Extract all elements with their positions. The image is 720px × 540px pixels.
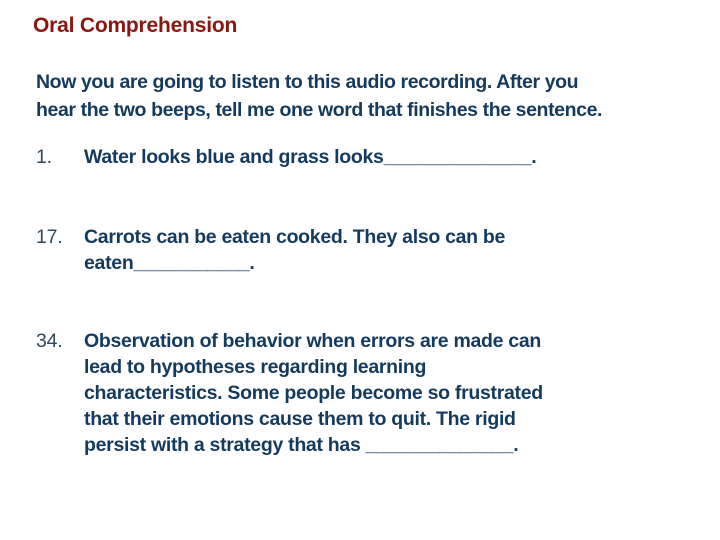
question-item-34 — [36, 328, 696, 458]
item-text-line: Observation of behavior when errors are made can — [84, 330, 542, 352]
item-text-line: that their emotions cause them to quit. The rigid — [84, 408, 516, 430]
item-text-line: lead to hypotheses regarding learning — [84, 356, 427, 378]
item-number: 1. — [36, 146, 52, 168]
item-text-line: persist with a strategy that has ______________. — [84, 434, 519, 456]
slide-title: Oral Comprehension — [33, 14, 238, 37]
item-number: 34. — [36, 330, 63, 352]
item-number: 17. — [36, 226, 63, 248]
item-text — [84, 328, 696, 458]
item-text-line: Water looks blue and grass looks______________. — [84, 146, 537, 168]
item-text — [84, 224, 696, 276]
item-text-line: Carrots can be eaten cooked. They also can be — [84, 226, 506, 248]
item-text-line: eaten___________. — [84, 252, 255, 274]
intro-paragraph — [36, 68, 696, 124]
item-text-line: characteristics. Some people become so frustrated — [84, 382, 543, 404]
item-text — [84, 144, 696, 170]
question-item-1 — [36, 144, 696, 170]
question-item-17 — [36, 224, 696, 276]
intro-line-1: Now you are going to listen to this audio recording. After you — [36, 71, 579, 93]
intro-line-2: hear the two beeps, tell me one word that finishes the sentence. — [36, 99, 603, 121]
